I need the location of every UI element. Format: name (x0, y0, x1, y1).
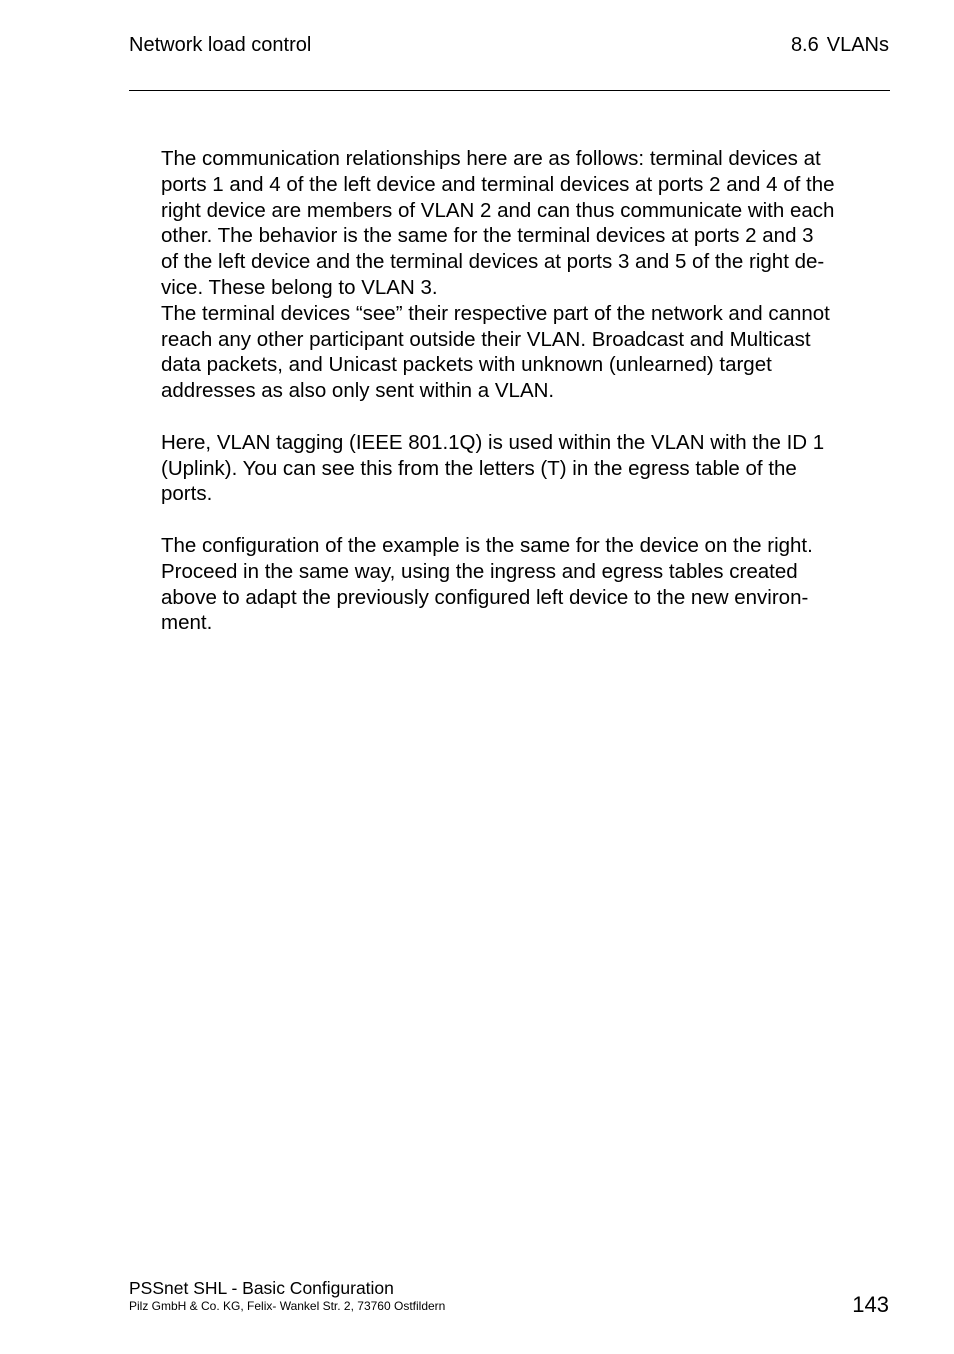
text-line: ment. (161, 611, 213, 635)
text-line: of the left device and the terminal devices at ports 3 and 5 of the right de- (161, 250, 825, 274)
text-line: other. The behavior is the same for the terminal devices at ports 2 and 3 (161, 224, 814, 248)
footer-company-address: Pilz GmbH & Co. KG, Felix- Wankel Str. 2, 73760 Ostfildern (129, 1299, 446, 1313)
header-divider (129, 90, 890, 91)
section-title: VLANs (826, 34, 889, 56)
page-number: 143 (852, 1292, 889, 1317)
text-line: addresses as also only sent within a VLAN. (161, 379, 555, 403)
paragraph-configuration (161, 533, 893, 636)
paragraph-vlan-isolation (161, 301, 893, 404)
paragraph-vlan-membership (161, 146, 893, 301)
text-line: Here, VLAN tagging (IEEE 801.1Q) is used within the VLAN with the ID 1 (161, 430, 825, 454)
section-number: 8.6 (790, 34, 819, 56)
text-line: ports 1 and 4 of the left device and terminal devices at ports 2 and 4 of the (161, 172, 835, 196)
text-line: data packets, and Unicast packets with unknown (unlearned) target (161, 353, 772, 377)
body-text (161, 146, 893, 636)
text-line: reach any other participant outside their VLAN. Broadcast and Multicast (161, 327, 811, 351)
footer-document-title: PSSnet SHL - Basic Configuration (129, 1278, 394, 1298)
paragraph-vlan-tagging (161, 430, 893, 507)
text-line: ports. (161, 482, 213, 506)
text-line: vice. These belong to VLAN 3. (161, 275, 438, 299)
text-line: The terminal devices “see” their respective part of the network and cannot (161, 301, 830, 325)
text-line: The configuration of the example is the same for the device on the right. (161, 533, 813, 557)
running-header-chapter: Network load control (129, 34, 312, 56)
text-line: (Uplink). You can see this from the letters (T) in the egress table of the (161, 456, 797, 480)
text-line: right device are members of VLAN 2 and can thus communicate with each (161, 198, 835, 222)
text-line: above to adapt the previously configured left device to the new environ- (161, 585, 809, 609)
text-line: Proceed in the same way, using the ingress and egress tables created (161, 559, 798, 583)
running-header-section (791, 33, 889, 57)
text-line: The communication relationships here are as follows: terminal devices at (161, 147, 821, 170)
